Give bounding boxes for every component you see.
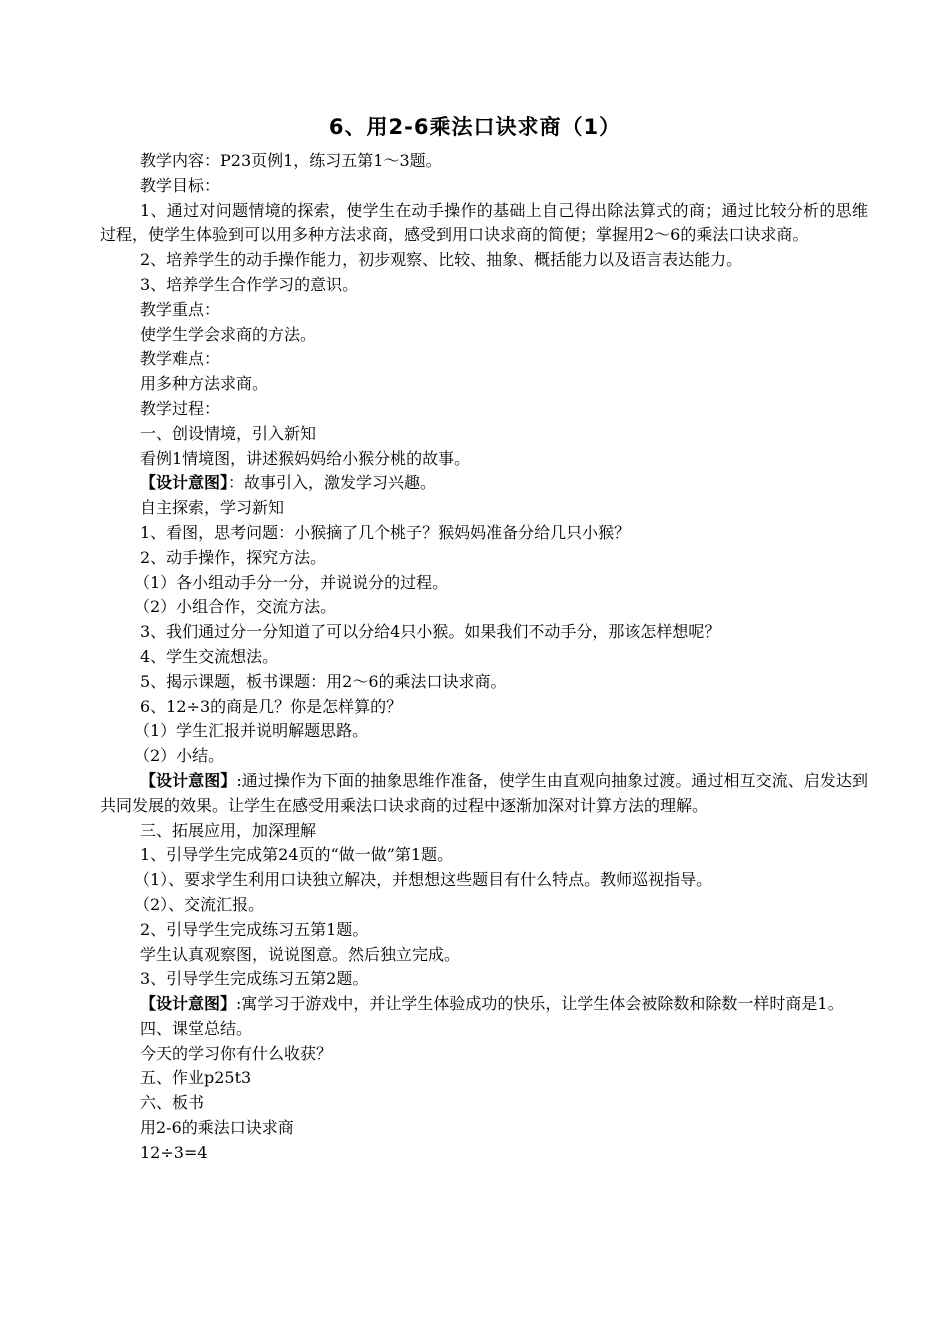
section-1-heading: 一、创设情境，引入新知 [140, 423, 317, 443]
objectives-heading: 教学目标： [140, 175, 221, 195]
design-intent-label: 【设计意图】 [140, 473, 229, 493]
practice-1-sub-2: （2）、交流汇报。 [134, 894, 265, 914]
step-6-sub-2: （2）小结。 [134, 746, 225, 766]
step-2-sub-1: （1）各小组动手分一分，并说说分的过程。 [134, 572, 449, 592]
design-intent-label: 【设计意图】 [140, 770, 237, 790]
difficulties-heading: 教学难点： [140, 349, 221, 369]
practice-1: 1、引导学生完成第24页的“做一做”第1题。 [140, 845, 454, 865]
objective-2: 2、培养学生的动手操作能力，初步观察、比较、抽象、概括能力以及语言表达能力。 [140, 250, 743, 270]
lesson-body [100, 149, 868, 1166]
objective-3: 3、培养学生合作学习的意识。 [140, 274, 359, 294]
design-intent-1 [100, 471, 868, 496]
board-equation: 12÷3=4 [140, 1142, 208, 1162]
step-6-sub-1: （1）学生汇报并说明解题思路。 [134, 721, 369, 741]
practice-2-text: 学生认真观察图，说说图意。然后独立完成。 [140, 944, 461, 964]
summary-question: 今天的学习你有什么收获？ [140, 1043, 333, 1063]
step-5: 5、揭示课题，板书课题：用2～6的乘法口诀求商。 [140, 671, 507, 691]
step-2: 2、动手操作，探究方法。 [140, 547, 327, 567]
page-title: 6、用2-6乘法口诀求商（1） [328, 115, 622, 139]
section-2-heading: 自主探索，学习新知 [140, 498, 285, 518]
design-intent-text: ：故事引入，激发学习兴趣。 [228, 473, 437, 493]
section-1-text: 看例1情境图，讲述猴妈妈给小猴分桃的故事。 [140, 448, 471, 468]
step-6: 6、12÷3的商是几？你是怎样算的？ [140, 696, 403, 716]
design-intent-text: :寓学习于游戏中，并让学生体验成功的快乐，让学生体会被除数和除数一样时商是1。 [236, 994, 844, 1014]
design-intent-3 [100, 992, 868, 1017]
step-4: 4、学生交流想法。 [140, 646, 279, 666]
section-3-heading: 三、拓展应用，加深理解 [140, 820, 317, 840]
practice-1-sub-1: （1）、要求学生利用口诀独立解决，并想想这些题目有什么特点。教师巡视指导。 [134, 870, 713, 890]
step-1: 1、看图，思考问题：小猴摘了几个桃子？猴妈妈准备分给几只小猴？ [140, 522, 631, 542]
step-2-sub-2: （2）小组合作，交流方法。 [134, 597, 337, 617]
homework: 五、作业p25t3 [140, 1068, 252, 1088]
design-intent-label: 【设计意图】 [140, 994, 237, 1014]
practice-3: 3、引导学生完成练习五第2题。 [140, 969, 369, 989]
practice-2: 2、引导学生完成练习五第1题。 [140, 919, 369, 939]
step-3: 3、我们通过分一分知道了可以分给4只小猴。如果我们不动手分，那该怎样想呢？ [140, 622, 721, 642]
process-heading: 教学过程： [140, 398, 221, 418]
key-points-heading: 教学重点： [140, 299, 221, 319]
difficulties: 用多种方法求商。 [140, 374, 269, 394]
objective-1: 1、通过对问题情境的探索，使学生在动手操作的基础上自己得出除法算式的商；通过比较分析的思维过程，使学生体验到可以用多种方法求商，感受到用口诀求商的简便；掌握用2～6的乘法口诀求商。 [100, 200, 868, 245]
board-heading: 六、板书 [140, 1093, 205, 1113]
key-points: 使学生学会求商的方法。 [140, 324, 317, 344]
board-title: 用2-6的乘法口诀求商 [140, 1118, 294, 1138]
teaching-content: 教学内容：P23页例1，练习五第1～3题。 [140, 151, 442, 170]
section-4-heading: 四、课堂总结。 [140, 1018, 253, 1038]
design-intent-text: :通过操作为下面的抽象思维作准备，使学生由直观向抽象过渡。通过相互交流、启发达到共同发展的效果。让学生在感受用乘法口诀求商的过程中逐渐加深对计算方法的理解。 [100, 770, 868, 815]
design-intent-2 [100, 769, 868, 819]
